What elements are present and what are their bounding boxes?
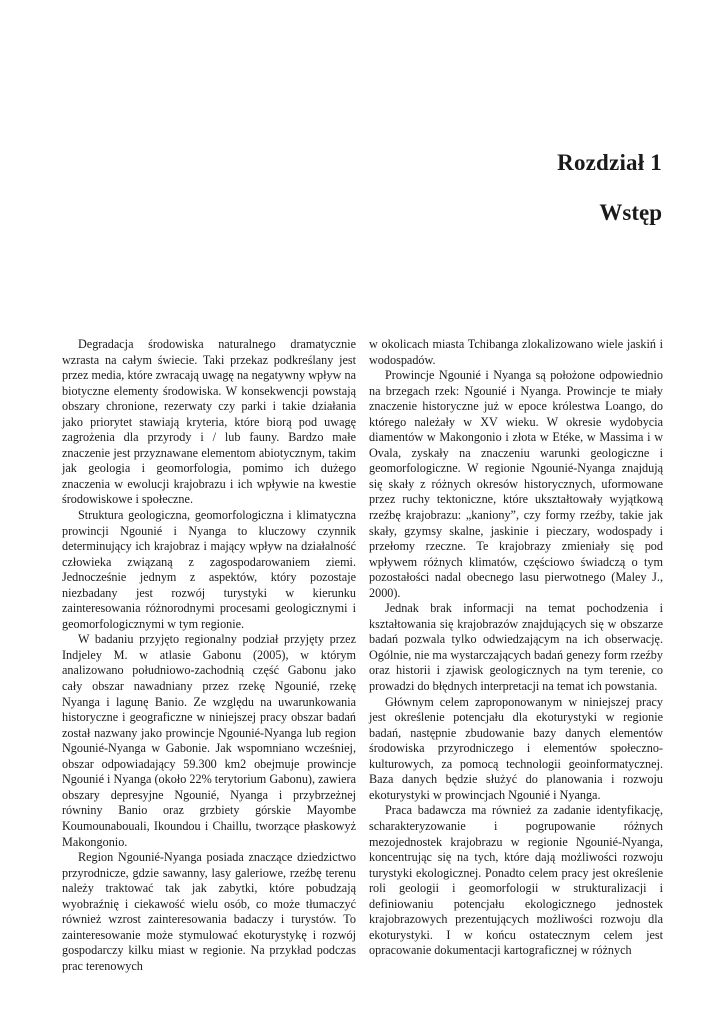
paragraph: Prowincje Ngounié i Nyanga są położone odpowiednio na brzegach rzek: Ngounié i Nyanga. Prowincje te miały znaczenie historyczne już w epoce królestwa Loango, do którego należały w XV wieku. W okresie wydobycia diamentów w Makongonio i złota w Etéke, w Massima i w Ovala, zyskały na znaczeniu warunki geologiczne i geomorfologiczne. W regionie Ngounié-Nyanga znajdują się skały z różnych okresów historycznych, uformowane przez ruchy tektoniczne, które ukształtowały wyjątkową rzeźbę krajobrazu: „kaniony”, czy formy rzeźby, takie jak skały, gzymsy skalne, jaskinie i pieczary, wodospady i przełomy rzeczne. Te krajobrazy zmieniały się pod wpływem różnych klimatów, częściowo świadczą o tym pozostałości nadal obecnego lasu pierwotnego (Maley J., 2000). [369,368,663,600]
paragraph: Praca badawcza ma również za zadanie identyfikację, scharakteryzowanie i pogrupowanie różnych mezojednostek krajobrazu w regionie Ngounié-Nyanga, koncentrując się na tych, które dają możliwości rozwoju turystyki ekologicznej. Ponadto celem pracy jest określenie roli geologii i geomorfologii w strukturalizacji i definiowaniu potencjału ekologicznego jednostek krajobrazowych prezentujących możliwości rozwoju dla ekoturystyki. I w końcu ostatecznym celem jest opracowanie dokumentacji kartograficznej w różnych [369,803,663,958]
paragraph: Struktura geologiczna, geomorfologiczna i klimatyczna prowincji Ngounié i Nyanga to kluczowy czynnik determinujący ich krajobraz i mający wpływ na działalność człowieka związaną z zagospodarowaniem ziemi. Jednocześnie jednym z aspektów, który pozostaje niezbadany jest rozwój turystyki w kierunku zainteresowania różnorodnymi procesami geologicznymi i geomorfologicznymi w tym regionie. [62,508,356,631]
chapter-title: Wstęp [599,200,662,225]
paragraph-continued: w okolicach miasta Tchibanga zlokalizowano wiele jaskiń i wodospadów. [369,337,663,367]
paragraph: Region Ngounié-Nyanga posiada znaczące dziedzictwo przyrodnicze, gdzie sawanny, lasy galeriowe, rzeźbę terenu należy traktować tak jak zabytki, które pobudzają wyobraźnię i ciekawość wielu osób, co może tłumaczyć również wzrost zainteresowania badaczy i turystów. To zainteresowanie może stymulować ekoturystykę i rozwój gospodarczy kilku miast w regionie. Na przykład podczas prac terenowych [62,850,356,973]
body-columns [62,337,663,974]
right-column [369,337,663,974]
paragraph: W badaniu przyjęto regionalny podział przyjęty przez Indjeley M. w atlasie Gabonu (2005), w którym analizowano południowo-zachodnią część Gabonu jako cały obszar nawadniany przez rzekę Ngounié, rzekę Nyanga i lagunę Banio. Ze względu na uwarunkowania historyczne i geograficzne w niniejszej pracy obszar badań został nazwany jako prowincje Ngounié-Nyanga lub region Ngounié-Nyanga w Gabonie. Jak wspomniano wcześniej, obszar odpowiadający 59.300 km2 obejmuje prowincje Ngounié i Nyanga (około 22% terytorium Gabonu), zawiera obszary depresyjne Ngounié, Nyanga i przybrzeżnej równiny Banio oraz grzbiety górskie Mayombe Koumounabouali, Ikoundou i Chaillu, tworzące płaskowyż Makongonio. [62,632,356,849]
chapter-number: Rozdział 1 [557,150,662,175]
paragraph: Degradacja środowiska naturalnego dramatycznie wzrasta na całym świecie. Taki przekaz podkreślany jest przez media, które zwracają uwagę na negatywny wpływ na biotyczne elementy środowiska. W konsekwencji powstają obszary chronione, rezerwaty czy parki i takie działania jako priorytet stawiają kryteria, które biorą pod uwagę zagrożenia dla przyrody i / lub fauny. Bardzo małe znaczenie jest przyznawane elementom abiotycznym, takim jak geologia i geomorfologia, pomimo ich dużego znaczenia w ewolucji krajobrazu i ich wpływie na kwestie środowiskowe i społeczne. [62,337,356,507]
paragraph: Głównym celem zaproponowanym w niniejszej pracy jest określenie potencjału dla ekoturystyki w regionie badań, następnie zbudowanie bazy danych elementów środowiska przyrodniczego i elementów społeczno-kulturowych, za pomocą technologii geoinformatycznej. Baza danych będzie służyć do planowania i rozwoju ekoturystyki w prowincjach Ngounié i Nyanga. [369,694,663,802]
left-column [62,337,356,974]
paragraph: Jednak brak informacji na temat pochodzenia i kształtowania się krajobrazów znajdujących się w obszarze badań pozwala tylko odwiedzającym na ich obserwację. Ogólnie, nie ma wystarczających badań genezy form rzeźby oraz historii i zjawisk geologicznych na tym terenie, co prowadzi do błędnych interpretacji na temat ich powstania. [369,601,663,694]
